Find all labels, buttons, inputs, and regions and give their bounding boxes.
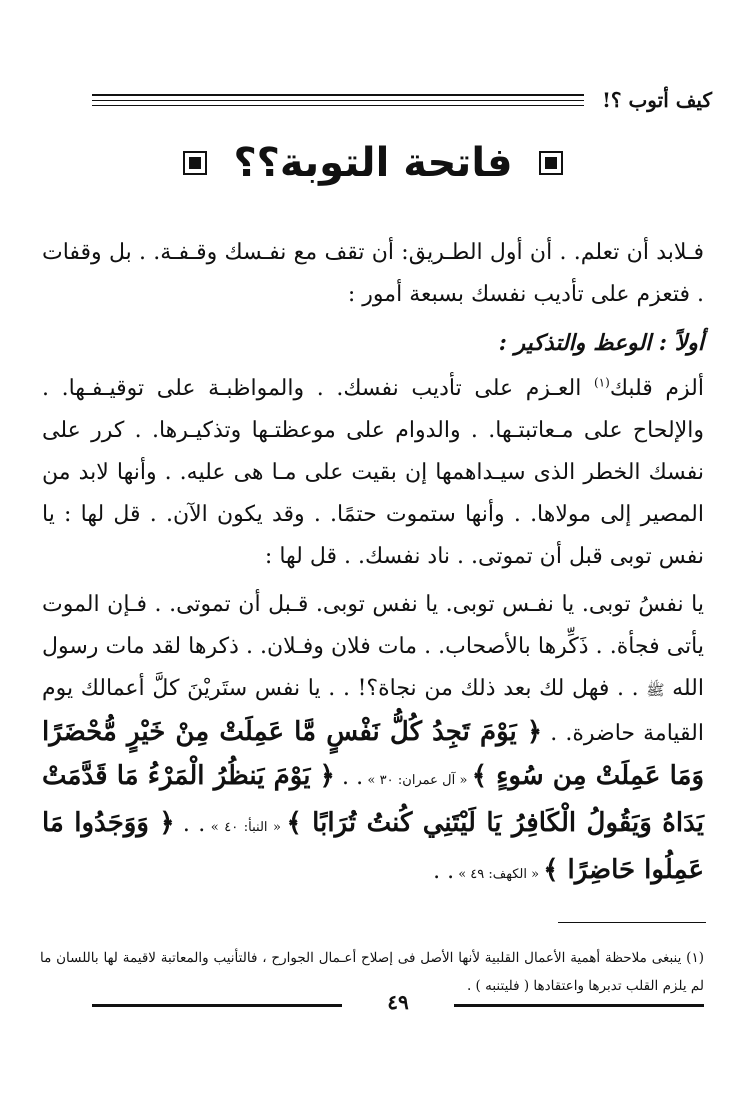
paragraph-2-start: يا نفسُ توبى. يا نفـس توبى. يا نفس توبى. قـبل أن تموتى. . فـإن الموت يأتى فجأة. . ذَكِّرها بالأصحاب. . مات فلان وفـلان. . ذكرها لقد مات رسول الله [42,592,705,701]
footnote: (١) ينبغى ملاحظة أهمية الأعمال القلبية لأنها الأصل فى إصلاح أعـمال الجوارح ، فالتأنيب والمعاتبة لاقيمة لها باللسان ما لم يلزم القلب تدبرها واعتقادها ( فليتنبه ) . [40,949,704,994]
quran-verse: ﴿ يَوْمَ يَنظُرُ الْمَرْءُ مَا قَدَّمَتْ يَدَاهُ وَيَقُولُ الْكَافِرُ يَا لَيْتَنِي كُنتُ تُرَابًا ﴾ [42,761,704,838]
header-rule [92,94,584,96]
square-bullet-icon [539,151,563,175]
paragraph-1-start: ألزم قلبك [609,376,704,401]
page-number: ٤٩ [387,990,409,1014]
chapter-title: فاتحة التوبة؟؟ [233,140,513,186]
paragraph-2 [42,584,704,896]
separator: . . [334,765,364,790]
verse-reference: « النبأ: ٤٠ » [205,820,287,835]
verse-reference: « آل عمران: ٣٠ » [363,773,472,788]
honorific-glyph: ﷺ [646,681,665,699]
quran-verse: ﴿ وَوَجَدُوا مَا عَمِلُوا حَاضِرًا ﴾ [42,808,704,885]
header-rule [92,100,584,101]
intro-paragraph: فـلابد أن تعلم. . أن أول الطـريق: أن تقف مع نفـسك وقـفـة. . بل وقفات . فتعزم على تأديب نفسك بسبعة أمور : [42,240,704,307]
paragraph-1-rest: العـزم على تأديب نفسك. . والمواظبـة على توقيـفـها. . والإلحاح على مـعاتبتـها. . والدوام على موعظتـها وتذكيـرها. . كرر على نفسك الخطر الذى سيـداهمها إن بقيت على مـا هى عليه. . وأنها لابد من المصير إلى مولاها. . وأنها ستموت حتمًا. . وقد يكون الآن. . قل لها : يا نفس توبى قبل أن تموتى. . ناد نفسك. . قل لها : [42,376,704,569]
chapter-heading [0,140,746,186]
header-rule [92,105,584,106]
paragraph-2-mid: . . فهل لك بعد ذلك من نجاة؟! . . يا نفس ستَريْنَ كلَّ أعمالك يوم القيامة حاضرة. . [42,676,704,746]
footnote-rule [558,922,706,923]
page-footer [92,992,704,1022]
verse-reference: « الكهف: ٤٩ » [454,867,544,882]
separator: . . [174,812,206,837]
paragraph-2-end: . . [433,859,455,884]
paragraph-1 [42,368,704,578]
running-header [92,88,712,118]
body-text [42,232,704,896]
square-bullet-icon [183,151,207,175]
running-title: كيف أتوب ؟! [602,88,712,112]
footnote-reference: (١) [593,375,610,390]
section-heading: أولاً : الوعظ والتذكير : [498,330,704,356]
quran-verse: ﴿ يَوْمَ تَجِدُ كُلُّ نَفْسٍ مَّا عَمِلَتْ مِنْ خَيْرٍ مُّحْضَرًا وَمَا عَمِلَتْ مِن سُوءٍ ﴾ [42,717,704,791]
